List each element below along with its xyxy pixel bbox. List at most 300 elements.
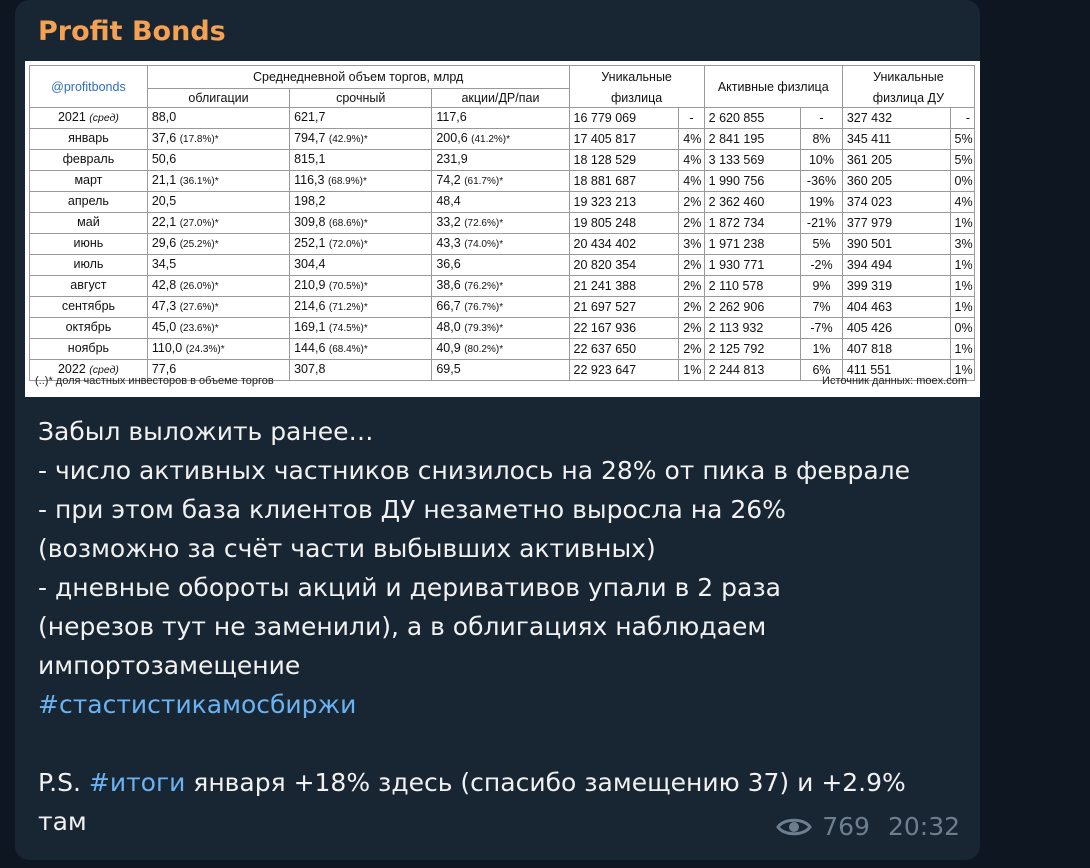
table-cell	[569, 171, 679, 192]
table-cell	[801, 108, 843, 129]
cell-text: 374 023	[846, 194, 893, 209]
table-cell	[147, 129, 289, 150]
cell-text: 2%	[683, 194, 702, 209]
cell-text: 19 805 248	[573, 215, 637, 230]
cell-text: 8%	[812, 131, 831, 146]
cell-text: (41.2%)*	[471, 134, 511, 145]
cell-text: 34,5	[151, 257, 177, 271]
cell-text: 231,9	[436, 152, 468, 166]
cell-text: 1%	[954, 215, 973, 230]
cell-text: (27.0%)*	[179, 218, 219, 229]
table-cell	[290, 234, 432, 255]
table-cell	[704, 276, 801, 297]
table-cell	[950, 255, 974, 276]
cell-text: 2 125 792	[708, 341, 765, 356]
table-cell	[842, 255, 950, 276]
cell-text: 144,6	[294, 341, 326, 355]
table-cell	[801, 171, 843, 192]
table-cell	[290, 276, 432, 297]
cell-text: 18 128 529	[573, 152, 637, 167]
table-cell	[950, 297, 974, 318]
table-cell	[432, 297, 569, 318]
cell-text: (26.0%)*	[179, 281, 219, 292]
cell-text: 2%	[683, 299, 702, 314]
table-cell	[30, 234, 148, 255]
cell-text: 214,6	[294, 299, 326, 313]
cell-text: 5%	[954, 152, 973, 167]
footnote: (..)* доля частных инвесторов в объеме торгов	[35, 375, 274, 387]
cell-text: 1 872 734	[708, 215, 765, 230]
cell-text: 2 262 906	[708, 299, 765, 314]
cell-text: (68.6%)*	[328, 218, 368, 229]
table-cell	[147, 234, 289, 255]
table-cell	[30, 108, 148, 129]
table-cell	[704, 171, 801, 192]
header-active: Активные физлица	[704, 66, 842, 108]
table-cell	[842, 297, 950, 318]
cell-text: (42.9%)*	[328, 134, 368, 145]
cell-text: 48,4	[436, 194, 461, 208]
table-cell	[842, 108, 950, 129]
table-cell	[801, 150, 843, 171]
cell-text: (36.1%)*	[179, 176, 219, 187]
cell-text: июль	[73, 257, 104, 271]
table-cell	[30, 150, 148, 171]
table-cell	[290, 255, 432, 276]
table-row	[30, 297, 975, 318]
table-cell	[704, 213, 801, 234]
cell-text: 200,6	[436, 131, 468, 145]
cell-text: (сред)	[89, 112, 119, 124]
cell-text: 360 205	[846, 173, 893, 188]
table-cell	[950, 192, 974, 213]
table-cell	[30, 171, 148, 192]
table-cell	[569, 255, 679, 276]
table-cell	[432, 234, 569, 255]
table-cell	[704, 108, 801, 129]
channel-name[interactable]: Profit Bonds	[38, 16, 226, 47]
table-cell	[704, 150, 801, 171]
table-cell	[704, 129, 801, 150]
cell-text: (сред)	[89, 364, 119, 376]
table-cell	[801, 297, 843, 318]
table-cell	[30, 255, 148, 276]
cell-text: 16 779 069	[573, 110, 637, 125]
chat-background-right	[990, 0, 1090, 868]
cell-text: 116,3	[294, 173, 325, 187]
message-line: - число активных частников снизилось на 28% от пика в феврале	[38, 456, 910, 485]
table-cell	[679, 276, 704, 297]
cell-text: 2%	[683, 320, 702, 335]
message-line: (нерезов тут не заменили), а в облигациях наблюдаем	[38, 612, 767, 641]
message-line: Забыл выложить ранее…	[38, 417, 374, 446]
cell-text: 22 923 647	[573, 362, 637, 377]
cell-text: (25.2%)*	[179, 239, 219, 250]
table-cell	[679, 171, 704, 192]
table-cell	[290, 213, 432, 234]
cell-text: 2 110 578	[708, 278, 764, 293]
cell-text: 2021	[57, 110, 86, 124]
stats-table	[29, 65, 975, 381]
table-row	[30, 150, 975, 171]
group-header: Среднедневной объем торгов, млрд	[147, 66, 569, 89]
table-row	[30, 339, 975, 360]
cell-text: апрель	[67, 194, 109, 208]
data-source: Источник данных: moex.com	[822, 375, 967, 387]
post-image-table[interactable]	[25, 61, 980, 397]
table-cell	[950, 129, 974, 150]
table-row	[30, 213, 975, 234]
cell-text: 17 405 817	[573, 131, 637, 146]
cell-text: 361 205	[846, 152, 893, 167]
cell-text: 40,9	[436, 341, 461, 355]
cell-text: (68.4%)*	[328, 344, 368, 355]
table-cell	[147, 297, 289, 318]
table-cell	[290, 150, 432, 171]
table-cell	[842, 171, 950, 192]
cell-text: 45,0	[151, 320, 177, 334]
cell-text: (72.0%)*	[328, 239, 368, 250]
table-cell	[950, 150, 974, 171]
subheader-stocks: акции/ДР/паи	[432, 89, 569, 108]
cell-text: 0%	[954, 320, 973, 335]
cell-text: март	[74, 173, 103, 187]
table-cell	[950, 339, 974, 360]
subheader-bonds: облигации	[147, 89, 289, 108]
cell-text: 405 426	[846, 320, 893, 335]
table-cell	[147, 339, 289, 360]
table-cell	[147, 108, 289, 129]
brand-handle: @profitbonds	[30, 66, 148, 108]
table-cell	[147, 255, 289, 276]
cell-text: 117,6	[436, 110, 467, 124]
cell-text: 411 551	[846, 362, 892, 377]
cell-text: 309,8	[294, 215, 326, 229]
table-cell	[290, 297, 432, 318]
cell-text: 77,6	[151, 362, 177, 376]
cell-text: 69,5	[436, 362, 461, 376]
cell-text: 48,0	[436, 320, 461, 334]
message-meta	[776, 812, 960, 841]
cell-text: 22 637 650	[573, 341, 637, 356]
table-cell	[432, 129, 569, 150]
table-cell	[842, 234, 950, 255]
cell-text: 815,1	[294, 152, 326, 166]
table-cell	[147, 192, 289, 213]
table-cell	[842, 339, 950, 360]
table-cell	[842, 213, 950, 234]
cell-text: 43,3	[436, 236, 461, 250]
hashtag-link[interactable]: #итоги	[88, 768, 186, 797]
cell-text: 252,1	[294, 236, 326, 250]
table-cell	[569, 213, 679, 234]
table-row	[30, 171, 975, 192]
cell-text: (80.2%)*	[464, 344, 504, 355]
table-cell	[30, 192, 148, 213]
cell-text: 22 167 936	[573, 320, 637, 335]
cell-text: 1%	[683, 362, 702, 377]
table-cell	[432, 192, 569, 213]
table-cell	[679, 108, 704, 129]
table-cell	[842, 129, 950, 150]
table-row	[30, 108, 975, 129]
table-cell	[801, 213, 843, 234]
table-cell	[679, 129, 704, 150]
table-cell	[30, 276, 148, 297]
cell-text: -36%	[806, 173, 837, 188]
table-cell	[569, 339, 679, 360]
cell-text: ноябрь	[67, 341, 110, 355]
message-time: 20:32	[887, 812, 960, 841]
cell-text: (72.6%)*	[464, 218, 504, 229]
cell-text: 18 881 687	[573, 173, 637, 188]
cell-text: 20 820 354	[573, 257, 637, 272]
table-cell	[569, 318, 679, 339]
table-row	[30, 255, 975, 276]
cell-text: 20 434 402	[573, 236, 637, 251]
table-cell	[432, 150, 569, 171]
table-cell	[569, 234, 679, 255]
table-row	[30, 234, 975, 255]
header-unique-du: Уникальные	[842, 66, 974, 89]
cell-text: 1 930 771	[708, 257, 765, 272]
table-cell	[801, 255, 843, 276]
table-cell	[30, 297, 148, 318]
table-cell	[704, 192, 801, 213]
cell-text: август	[70, 278, 107, 292]
cell-text: (74.0%)*	[464, 239, 504, 250]
cell-text: 390 501	[846, 236, 893, 251]
table-cell	[842, 318, 950, 339]
cell-text: 0%	[954, 173, 973, 188]
cell-text: 2 244 813	[708, 362, 765, 377]
table-cell	[290, 171, 432, 192]
cell-text: 794,7	[294, 131, 326, 145]
cell-text: (61.7%)*	[464, 176, 504, 187]
table-cell	[679, 213, 704, 234]
cell-text: 1%	[812, 341, 831, 356]
cell-text: -2%	[810, 257, 833, 272]
table-cell	[147, 150, 289, 171]
cell-text: 198,2	[294, 194, 326, 208]
cell-text: 66,7	[436, 299, 461, 313]
table-cell	[290, 108, 432, 129]
cell-text: 210,9	[294, 278, 326, 292]
cell-text: 7%	[812, 299, 831, 314]
cell-text: 394 494	[846, 257, 893, 272]
cell-text: 10%	[808, 152, 835, 167]
table-row	[30, 129, 975, 150]
cell-text: 1%	[954, 257, 973, 272]
cell-text: 304,4	[294, 257, 326, 271]
table-cell	[801, 276, 843, 297]
cell-text: (17.8%)*	[179, 134, 219, 145]
cell-text: 110,0	[151, 341, 183, 355]
message-line: - при этом база клиентов ДУ незаметно выросла на 26%	[38, 495, 786, 524]
message-line: там	[38, 807, 87, 836]
table-cell	[950, 213, 974, 234]
table-cell	[950, 318, 974, 339]
cell-text: июнь	[73, 236, 104, 250]
table-cell	[290, 318, 432, 339]
table-cell	[679, 318, 704, 339]
table-cell	[679, 339, 704, 360]
table-cell	[290, 339, 432, 360]
cell-text: 21 697 527	[573, 299, 637, 314]
cell-text: 3 133 569	[708, 152, 765, 167]
table-cell	[569, 150, 679, 171]
cell-text: 1 971 238	[708, 236, 765, 251]
table-cell	[801, 318, 843, 339]
cell-text: май	[77, 215, 100, 229]
table-cell	[950, 108, 974, 129]
cell-text: 2 362 460	[708, 194, 765, 209]
table-cell	[842, 276, 950, 297]
cell-text: 2 841 195	[708, 131, 765, 146]
cell-text: 6%	[812, 362, 831, 377]
cell-text: -	[965, 110, 970, 125]
table-cell	[30, 318, 148, 339]
table-cell	[569, 129, 679, 150]
table-cell	[801, 192, 843, 213]
table-cell	[30, 213, 148, 234]
cell-text: 2 113 932	[708, 320, 764, 335]
table-row	[30, 276, 975, 297]
cell-text: 407 818	[846, 341, 893, 356]
cell-text: 4%	[683, 152, 702, 167]
hashtag-link[interactable]: #стастистикамосбиржи	[38, 690, 357, 719]
table-cell	[679, 234, 704, 255]
cell-text: 33,2	[436, 215, 461, 229]
table-row	[30, 192, 975, 213]
cell-text: январь	[68, 131, 109, 145]
header-unique: Уникальные	[569, 66, 704, 89]
cell-text: 307,8	[294, 362, 326, 376]
cell-text: 327 432	[846, 110, 893, 125]
cell-text: (76.7%)*	[464, 302, 504, 313]
cell-text: 74,2	[436, 173, 461, 187]
cell-text: 4%	[954, 194, 973, 209]
table-cell	[950, 234, 974, 255]
table-cell	[704, 318, 801, 339]
table-cell	[842, 192, 950, 213]
cell-text: 5%	[812, 236, 831, 251]
table-cell	[679, 297, 704, 318]
cell-text: 42,8	[151, 278, 177, 292]
cell-text: (70.5%)*	[328, 281, 368, 292]
ps-text: января +18% здесь (спасибо замещению 37) и +2.9%	[185, 768, 906, 797]
table-cell	[290, 129, 432, 150]
table-cell	[432, 255, 569, 276]
cell-text: 404 463	[846, 299, 893, 314]
cell-text: 3%	[954, 236, 973, 251]
table-cell	[432, 339, 569, 360]
cell-text: 4%	[683, 131, 702, 146]
table-cell	[950, 171, 974, 192]
table-cell	[432, 108, 569, 129]
table-cell	[290, 192, 432, 213]
table-cell	[569, 108, 679, 129]
table-footer	[31, 373, 971, 391]
cell-text: (24.3%)*	[185, 344, 225, 355]
table-cell	[704, 234, 801, 255]
table-cell	[704, 255, 801, 276]
cell-text: (76.2%)*	[464, 281, 504, 292]
cell-text: 2 620 855	[708, 110, 765, 125]
table-cell	[147, 171, 289, 192]
cell-text: 1%	[954, 278, 973, 293]
cell-text: 20,5	[151, 194, 177, 208]
cell-text: 377 979	[846, 215, 893, 230]
cell-text: февраль	[62, 152, 115, 166]
table-cell	[950, 276, 974, 297]
table-cell	[432, 276, 569, 297]
table-cell	[147, 276, 289, 297]
cell-text: -	[819, 110, 824, 125]
cell-text: 21,1	[151, 173, 177, 187]
table-cell	[842, 150, 950, 171]
table-cell	[30, 339, 148, 360]
cell-text: октябрь	[65, 320, 112, 334]
cell-text: 2%	[683, 257, 702, 272]
cell-text: сентябрь	[61, 299, 116, 313]
cell-text: (74.5%)*	[328, 323, 368, 334]
header-unique-du-2: физлица ДУ	[842, 89, 974, 108]
cell-text: 50,6	[151, 152, 177, 166]
cell-text: 37,6	[151, 131, 177, 145]
cell-text: 2%	[683, 215, 702, 230]
cell-text: 5%	[954, 131, 973, 146]
cell-text: 36,6	[436, 257, 461, 271]
cell-text: 88,0	[151, 110, 177, 124]
table-cell	[704, 297, 801, 318]
cell-text: -21%	[806, 215, 837, 230]
table-cell	[569, 297, 679, 318]
cell-text: 9%	[812, 278, 831, 293]
cell-text: 1%	[954, 299, 973, 314]
cell-text: 2022	[57, 362, 86, 376]
cell-text: 3%	[683, 236, 702, 251]
table-cell	[30, 129, 148, 150]
message-line: (возможно за счёт части выбывших активных)	[38, 534, 656, 563]
cell-text: 169,1	[294, 320, 326, 334]
cell-text: 1%	[954, 362, 973, 377]
cell-text: 21 241 388	[573, 278, 637, 293]
message-text	[38, 412, 973, 841]
table-cell	[569, 192, 679, 213]
table-cell	[679, 192, 704, 213]
cell-text: (27.6%)*	[179, 302, 219, 313]
cell-text: -7%	[810, 320, 833, 335]
cell-text: 1 990 756	[708, 173, 765, 188]
table-cell	[147, 318, 289, 339]
cell-text: 399 319	[846, 278, 893, 293]
cell-text: 19%	[808, 194, 835, 209]
table-cell	[679, 255, 704, 276]
table-cell	[801, 129, 843, 150]
cell-text: (71.2%)*	[328, 302, 368, 313]
cell-text: -	[689, 110, 694, 125]
message-line: - дневные обороты акций и деривативов упали в 2 раза	[38, 573, 781, 602]
table-cell	[432, 171, 569, 192]
header-unique-2: физлица	[569, 89, 704, 108]
table-cell	[432, 213, 569, 234]
subheader-futures: срочный	[290, 89, 432, 108]
table-row	[30, 318, 975, 339]
cell-text: 29,6	[151, 236, 177, 250]
cell-text: (79.3%)*	[464, 323, 504, 334]
table-cell	[432, 318, 569, 339]
